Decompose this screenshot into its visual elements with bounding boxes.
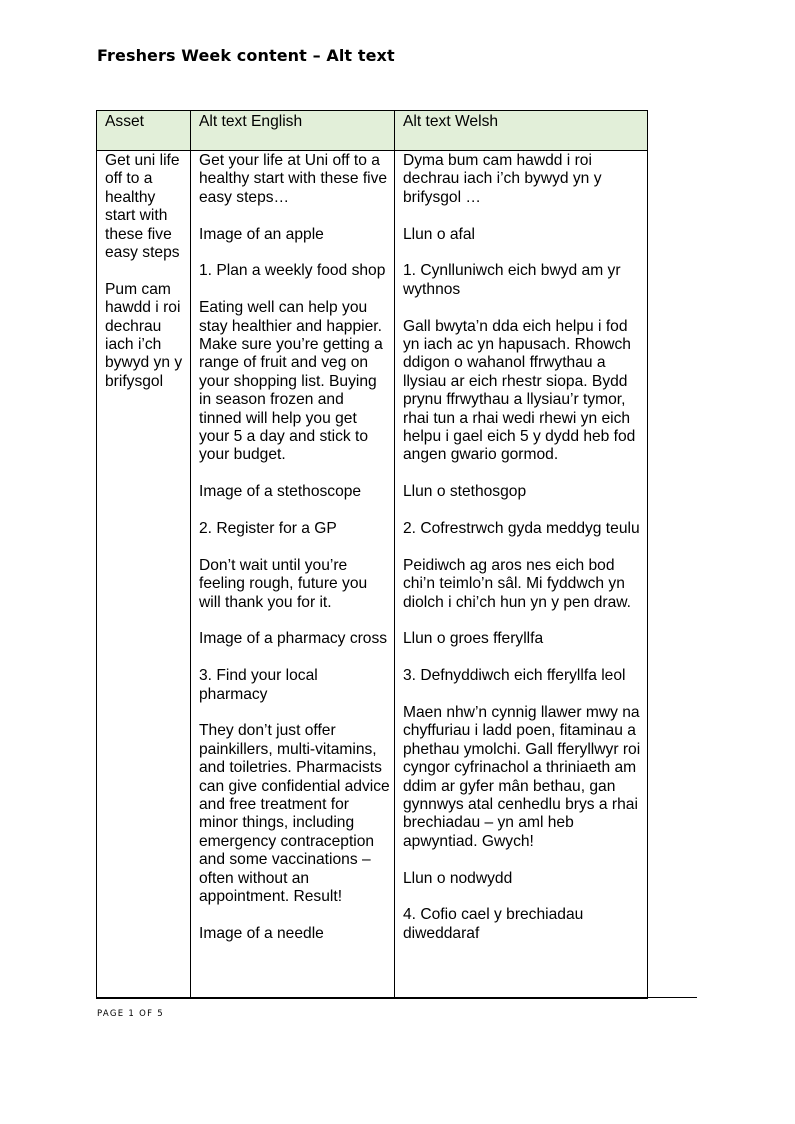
welsh-intro: Dyma bum cam hawdd i roi dechrau iach i’ch bywyd yn y brifysgol … [403,152,602,206]
welsh-step-4: 4. Cofio cael y brechiadau diweddaraf [403,906,584,942]
table-header-row [97,111,648,151]
page-number: PAGE 1 OF 5 [97,1009,165,1019]
welsh-step-3: 3. Defnyddiwch eich fferyllfa leol [403,667,626,685]
english-step-1: 1. Plan a weekly food shop [199,262,386,280]
welsh-step-3-body: Maen nhw’n cynnig llawer mwy na chyffuriau i ladd poen, fitaminau a phethau ymolchi. Gall fferyllwyr roi cyngor cyfrinachol a thriniaeth am ddim ar gyfer mân bethau, gan gynnwys atal cenhedlu brys a rhai brechiadau – yn aml heb apwyntiad. Gwych! [403,704,641,850]
welsh-image-pharmacy-cross: Llun o groes fferyllfa [403,630,544,648]
english-intro: Get your life at Uni off to a healthy start with these five easy steps… [199,152,388,206]
english-step-3: 3. Find your local pharmacy [199,667,318,703]
english-step-2: 2. Register for a GP [199,520,337,538]
english-step-1-body: Eating well can help you stay healthier and happier. Make sure you’re getting a range of fruit and veg on your shopping list. Buying in season frozen and tinned will help you get your 5 a day and stick to your budget. [199,299,383,464]
welsh-step-2-body: Peidiwch ag aros nes eich bod chi’n teimlo’n sâl. Mi fyddwch yn diolch i chi’ch hun yn y pen draw. [403,556,631,611]
table-row [97,151,648,999]
english-cell [191,151,395,999]
english-step-3-body: They don’t just offer painkillers, multi-vitamins, and toiletries. Pharmacists can give confidential advice and free treatment for minor things, including emergency contraception and some vaccinations – often without an appointment. Result! [199,722,390,906]
welsh-image-needle: Llun o nodwydd [403,869,513,887]
welsh-image-apple: Llun o afal [403,225,475,243]
english-image-stethoscope: Image of a stethoscope [199,483,362,501]
english-image-pharmacy-cross: Image of a pharmacy cross [199,630,388,648]
header-asset: Asset [97,111,191,151]
asset-text-english: Get uni life off to a healthy start with these five easy steps [105,152,180,262]
english-image-needle: Image of a needle [199,924,324,942]
welsh-step-2: 2. Cofrestrwch gyda meddyg teulu [403,520,640,538]
asset-text-welsh: Pum cam hawdd i roi dechrau iach i’ch bywyd yn y brifysgol [105,280,183,390]
english-step-2-body: Don’t wait until you’re feeling rough, future you will thank you for it. [199,556,368,611]
header-alt-text-english: Alt text English [191,111,395,151]
welsh-step-1: 1. Cynlluniwch eich bwyd am yr wythnos [403,262,621,298]
welsh-image-stethoscope: Llun o stethosgop [403,483,527,501]
english-image-apple: Image of an apple [199,225,324,243]
footer-divider [96,997,697,998]
welsh-cell [395,151,648,999]
page-title: Freshers Week content – Alt text [97,46,395,65]
asset-cell [97,151,191,999]
alt-text-table [96,110,648,999]
header-alt-text-welsh: Alt text Welsh [395,111,648,151]
welsh-step-1-body: Gall bwyta’n dda eich helpu i fod yn iach ac yn hapusach. Rhowch ddigon o wahanol ffrwythau a llysiau ar eich rhestr siopa. Bydd prynu ffrwythau a llysiau’r tymor, rhai tun a rhai wedi rhewi yn eich helpu i gael eich 5 y dydd heb fod angen gwario gormod. [403,317,636,464]
